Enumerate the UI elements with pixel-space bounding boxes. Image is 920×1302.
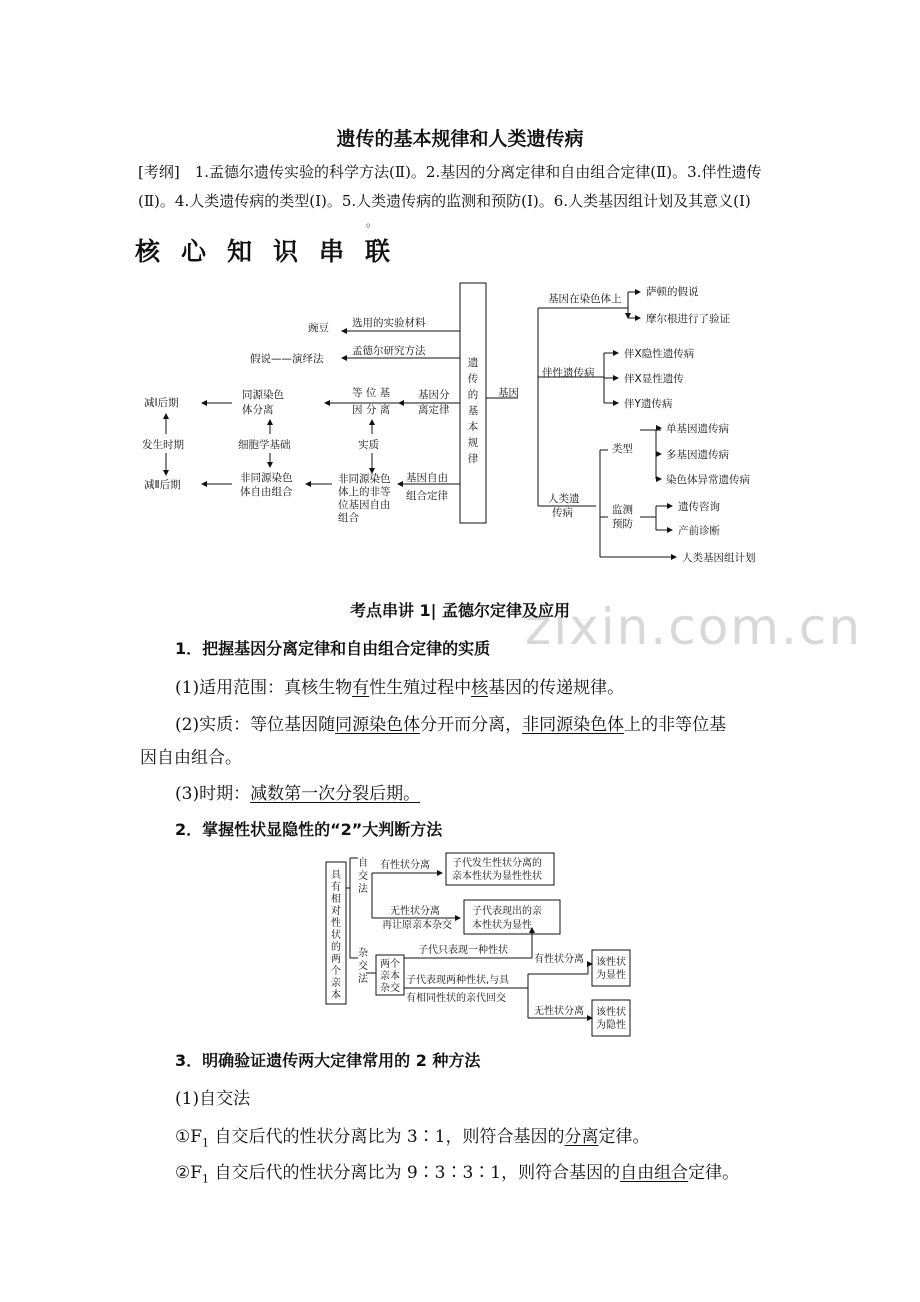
core-heading: 核心知识串联 bbox=[135, 237, 412, 266]
center-char: 规 bbox=[467, 437, 479, 449]
text: 自交后代的性状分离比为 3∶1，则符合基因的 bbox=[209, 1127, 565, 1147]
root-char: 性 bbox=[331, 918, 341, 929]
text: 基因的传递规律。 bbox=[488, 678, 625, 698]
label-nofenli2: 无性状分离 bbox=[534, 1006, 584, 1017]
result1: 子代发生性状分离的 bbox=[452, 858, 542, 869]
node-renlei: 传病 bbox=[552, 507, 573, 519]
concept-map bbox=[120, 270, 800, 570]
text: 定律。 bbox=[688, 1163, 740, 1183]
node-jian1: 减Ⅰ后期 bbox=[144, 397, 179, 409]
paragraph-2-cont: 因自由组合。 bbox=[140, 748, 242, 768]
node-jiance: 监测 bbox=[612, 504, 633, 516]
center-char: 传 bbox=[467, 373, 479, 385]
underlined-text: 同源染色体 bbox=[335, 715, 421, 735]
node-jiashuo: 假说——演绎法 bbox=[250, 353, 324, 365]
underlined-text: 自由组合 bbox=[620, 1163, 689, 1183]
text: 性生殖过程中 bbox=[369, 678, 472, 698]
node-xibao: 细胞学基础 bbox=[238, 439, 291, 451]
root-char: 对 bbox=[331, 906, 341, 917]
node-feitongyuan2: 位基因自由 bbox=[338, 499, 391, 511]
liangqin: 亲本 bbox=[380, 971, 400, 982]
node-jian2: 减Ⅱ后期 bbox=[144, 479, 181, 491]
label-nofenli: 再让原亲本杂交 bbox=[382, 920, 452, 931]
root-char: 有 bbox=[331, 882, 341, 893]
node-banxing: 伴性遗传病 bbox=[542, 367, 595, 379]
node-jiance-item: 遗传咨询 bbox=[678, 501, 720, 513]
node-leixing: 类型 bbox=[612, 443, 633, 455]
center-label bbox=[468, 356, 479, 465]
paragraph-6 bbox=[175, 1158, 739, 1185]
node-saton: 萨顿的假说 bbox=[646, 286, 699, 298]
node-feitongyuan2: 非同源染色 bbox=[338, 473, 391, 485]
center-char: 本 bbox=[467, 421, 479, 433]
paragraph-5 bbox=[175, 1122, 650, 1149]
center-box bbox=[460, 283, 486, 523]
zijiao-char: 法 bbox=[358, 884, 368, 895]
zajiao-char: 杂 bbox=[358, 948, 368, 959]
node-morgan: 摩尔根进行了验证 bbox=[646, 313, 730, 325]
underlined-text: 非同源染色体 bbox=[522, 715, 625, 735]
outline-line-3: 。 bbox=[366, 215, 379, 229]
node-leixing-item: 单基因遗传病 bbox=[666, 423, 729, 435]
center-char: 遗 bbox=[467, 357, 479, 369]
heading-3: 3．明确验证遗传两大定律常用的 2 种方法 bbox=[175, 1051, 481, 1070]
underlined-text: 减数第一次分裂后期。 bbox=[250, 784, 421, 804]
node-ranseti: 基因在染色体上 bbox=[548, 293, 622, 305]
result1: 亲本性状为显性性状 bbox=[452, 871, 542, 882]
dominance-tree bbox=[322, 848, 642, 1038]
exam-outline bbox=[138, 158, 788, 228]
heading-1: 1．把握基因分离定律和自由组合定律的实质 bbox=[175, 639, 491, 658]
text: 定律。 bbox=[598, 1127, 650, 1147]
node-renlei: 人类遗 bbox=[548, 493, 580, 505]
text: ①F bbox=[175, 1127, 203, 1147]
zijiao-char: 自 bbox=[358, 858, 368, 869]
heading-2: 2．掌握性状显隐性的“2”大判断方法 bbox=[175, 820, 443, 839]
text: (2)实质：等位基因随 bbox=[175, 715, 336, 735]
text: (1)适用范围：真核生物 bbox=[175, 678, 353, 698]
label-onlyone: 子代只表现一种性状 bbox=[418, 945, 508, 956]
text: 分开而分离， bbox=[420, 715, 523, 735]
paragraph-2 bbox=[175, 710, 726, 735]
center-char: 的 bbox=[467, 389, 479, 401]
node-fenli: 基因分 bbox=[418, 389, 450, 401]
root-char: 两 bbox=[331, 954, 341, 965]
outline-line-2: (Ⅱ)。4.人类遗传病的类型(Ⅰ)。5.人类遗传病的监测和预防(Ⅰ)。6.人类基因组计划及其意义(Ⅰ) bbox=[138, 192, 751, 210]
node-dengwei: 因 分 离 bbox=[352, 404, 391, 416]
node-feitongyuan: 非同源染色 bbox=[240, 472, 293, 484]
paragraph-4: (1)自交法 bbox=[175, 1089, 251, 1109]
node-feitongyuan2: 体上的非等 bbox=[338, 486, 391, 498]
zijiao-char: 交 bbox=[358, 871, 368, 882]
label-fenli2: 有性状分离 bbox=[534, 954, 584, 965]
subscript: 1 bbox=[202, 1172, 210, 1186]
text: (3)时期： bbox=[175, 784, 251, 804]
result2: 子代表现出的亲 bbox=[472, 906, 542, 917]
node-fenli: 离定律 bbox=[418, 404, 450, 416]
node-leixing-item: 染色体异常遗传病 bbox=[666, 474, 750, 486]
liangqin: 两个 bbox=[380, 959, 400, 970]
text: 上的非等位基 bbox=[624, 715, 727, 735]
label-nofenli: 无性状分离 bbox=[390, 906, 440, 917]
zajiao-char: 交 bbox=[358, 961, 368, 972]
label-two: 有相同性状的亲代回交 bbox=[406, 993, 506, 1004]
result-xian: 为显性 bbox=[596, 970, 626, 981]
result-yin: 为隐性 bbox=[596, 1020, 626, 1031]
node-material: 选用的实验材料 bbox=[352, 317, 426, 329]
node-jiyin: 基因 bbox=[498, 387, 519, 399]
node-ziyou: 基因自由 bbox=[406, 472, 448, 484]
node-wandou: 豌豆 bbox=[308, 322, 329, 334]
node-jiyinzu: 人类基因组计划 bbox=[682, 552, 756, 564]
node-fasheng: 发生时期 bbox=[142, 439, 184, 451]
root-char: 相 bbox=[331, 894, 341, 905]
root-char: 具 bbox=[331, 870, 341, 881]
label-fenli1: 有性状分离 bbox=[380, 860, 430, 871]
page-title: 遗传的基本规律和人类遗传病 bbox=[336, 128, 584, 150]
underlined-text: 分离 bbox=[564, 1127, 599, 1147]
center-char: 基 bbox=[467, 405, 479, 417]
zajiao-char: 法 bbox=[358, 974, 368, 985]
text: ②F bbox=[175, 1163, 203, 1183]
underlined-text: 有 bbox=[352, 678, 370, 698]
center-char: 律 bbox=[467, 453, 479, 465]
tree-root bbox=[331, 869, 342, 1001]
root-char: 的 bbox=[331, 942, 341, 953]
node-ziyou: 组合定律 bbox=[406, 490, 448, 502]
node-jiance-item: 产前诊断 bbox=[678, 525, 720, 537]
result2: 本性状为显性 bbox=[472, 920, 532, 931]
paragraph-1 bbox=[175, 673, 624, 698]
node-jiance: 预防 bbox=[612, 518, 633, 530]
label-two: 子代表现两种性状,与具 bbox=[406, 975, 510, 986]
paragraph-3 bbox=[175, 779, 420, 804]
node-shizhi: 实质 bbox=[358, 439, 379, 451]
node-method: 孟德尔研究方法 bbox=[352, 345, 426, 357]
section-heading: 考点串讲 1| 孟德尔定律及应用 bbox=[349, 601, 571, 620]
node-banxing-item: 伴Y遗传病 bbox=[624, 398, 673, 410]
root-char: 个 bbox=[331, 966, 341, 977]
node-feitongyuan: 体自由组合 bbox=[240, 486, 293, 498]
underlined-text: 核 bbox=[471, 678, 489, 698]
root-char: 亲 bbox=[331, 978, 341, 989]
watermark: zixin.com.cn bbox=[525, 598, 863, 656]
outline-line-1: [考纲] 1.孟德尔遗传实验的科学方法(Ⅱ)。2.基因的分离定律和自由组合定律(Ⅱ)。3.伴性遗传 bbox=[138, 163, 762, 181]
node-tongyuan: 体分离 bbox=[242, 404, 274, 416]
subscript: 1 bbox=[202, 1136, 210, 1150]
result-yin: 该性状 bbox=[596, 1007, 626, 1018]
result-xian: 该性状 bbox=[596, 957, 626, 968]
root-char: 状 bbox=[331, 930, 341, 941]
node-dengwei: 等 位 基 bbox=[352, 387, 391, 399]
text: 自交后代的性状分离比为 9∶3∶3∶1，则符合基因的 bbox=[209, 1163, 621, 1183]
node-feitongyuan2: 组合 bbox=[338, 512, 359, 524]
node-tongyuan: 同源染色 bbox=[242, 389, 284, 401]
node-leixing-item: 多基因遗传病 bbox=[666, 449, 729, 461]
node-banxing-item: 伴X显性遗传 bbox=[624, 373, 684, 385]
liangqin: 杂交 bbox=[380, 983, 400, 994]
node-banxing-item: 伴X隐性遗传病 bbox=[624, 348, 695, 360]
root-char: 本 bbox=[331, 990, 341, 1001]
